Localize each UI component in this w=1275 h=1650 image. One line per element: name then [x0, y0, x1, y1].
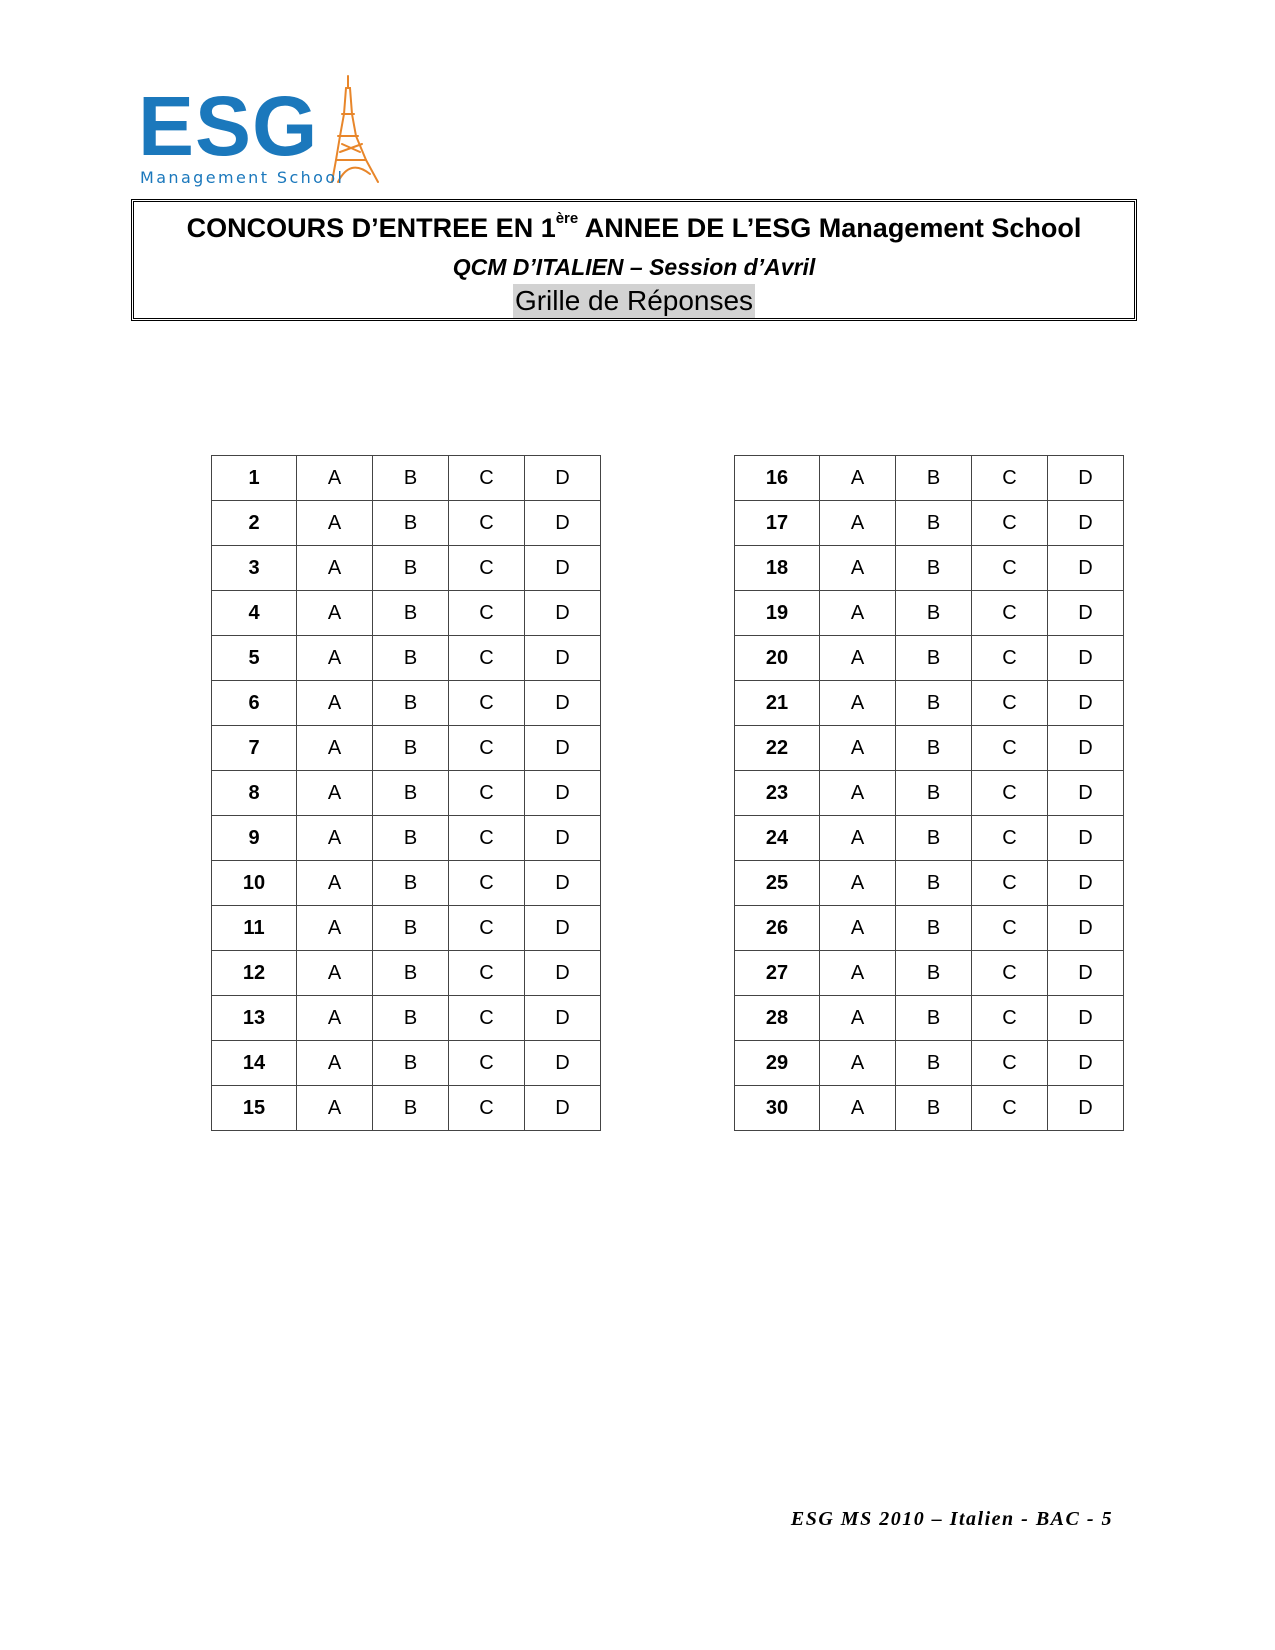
- question-number: 26: [735, 906, 820, 951]
- table-row: [735, 546, 1124, 591]
- answer-option-c[interactable]: C: [972, 591, 1048, 636]
- table-row: [212, 456, 601, 501]
- answer-option-a[interactable]: A: [297, 951, 373, 996]
- title-part-2: ANNEE DE L’ESG Management School: [578, 213, 1082, 243]
- answer-option-a[interactable]: A: [297, 996, 373, 1041]
- question-number: 25: [735, 861, 820, 906]
- table-row: [212, 861, 601, 906]
- answer-option-c[interactable]: C: [449, 681, 525, 726]
- table-row: [212, 501, 601, 546]
- answer-option-c[interactable]: C: [972, 501, 1048, 546]
- answer-option-d[interactable]: D: [1048, 1041, 1124, 1086]
- table-row: [735, 861, 1124, 906]
- answer-option-c[interactable]: C: [449, 546, 525, 591]
- answer-option-b[interactable]: B: [373, 636, 449, 681]
- answer-option-c[interactable]: C: [972, 726, 1048, 771]
- question-number: 12: [212, 951, 297, 996]
- answer-option-d[interactable]: D: [525, 1086, 601, 1131]
- question-number: 1: [212, 456, 297, 501]
- question-number: 20: [735, 636, 820, 681]
- page-footer: ESG MS 2010 – Italien - BAC - 5: [790, 1508, 1113, 1530]
- answer-option-b[interactable]: B: [896, 636, 972, 681]
- table-row: [212, 951, 601, 996]
- table-row: [735, 996, 1124, 1041]
- answer-option-d[interactable]: D: [525, 816, 601, 861]
- answer-option-c[interactable]: C: [972, 951, 1048, 996]
- answer-option-d[interactable]: D: [1048, 996, 1124, 1041]
- answer-option-c[interactable]: C: [972, 681, 1048, 726]
- answer-option-c[interactable]: C: [449, 636, 525, 681]
- table-row: [212, 591, 601, 636]
- table-row: [212, 1086, 601, 1131]
- answer-option-a[interactable]: A: [820, 951, 896, 996]
- table-row: [735, 726, 1124, 771]
- answer-option-d[interactable]: D: [1048, 771, 1124, 816]
- answer-option-d[interactable]: D: [525, 996, 601, 1041]
- question-number: 30: [735, 1086, 820, 1131]
- answer-option-b[interactable]: B: [896, 456, 972, 501]
- answer-option-d[interactable]: D: [1048, 861, 1124, 906]
- question-number: 16: [735, 456, 820, 501]
- answer-option-b[interactable]: B: [896, 951, 972, 996]
- answer-option-d[interactable]: D: [1048, 726, 1124, 771]
- answer-option-a[interactable]: A: [297, 1086, 373, 1131]
- answer-option-d[interactable]: D: [525, 546, 601, 591]
- answer-option-c[interactable]: C: [972, 456, 1048, 501]
- answer-option-a[interactable]: A: [820, 1041, 896, 1086]
- question-number: 5: [212, 636, 297, 681]
- answer-option-b[interactable]: B: [373, 591, 449, 636]
- logo-letters: ESG: [138, 79, 319, 173]
- question-number: 17: [735, 501, 820, 546]
- question-number: 13: [212, 996, 297, 1041]
- answer-option-a[interactable]: A: [820, 771, 896, 816]
- table-row: [212, 726, 601, 771]
- answer-option-a[interactable]: A: [297, 906, 373, 951]
- table-row: [735, 456, 1124, 501]
- question-number: 22: [735, 726, 820, 771]
- answer-option-c[interactable]: C: [972, 816, 1048, 861]
- logo-subtitle: Management School: [140, 168, 345, 187]
- table-row: [212, 996, 601, 1041]
- answer-option-a[interactable]: A: [820, 1086, 896, 1131]
- answer-option-c[interactable]: C: [972, 636, 1048, 681]
- answer-option-c[interactable]: C: [449, 861, 525, 906]
- answer-option-d[interactable]: D: [1048, 546, 1124, 591]
- answer-option-c[interactable]: C: [449, 456, 525, 501]
- answer-option-a[interactable]: A: [297, 456, 373, 501]
- question-number: 18: [735, 546, 820, 591]
- answer-option-b[interactable]: B: [896, 861, 972, 906]
- answer-option-d[interactable]: D: [1048, 591, 1124, 636]
- question-number: 11: [212, 906, 297, 951]
- answer-option-d[interactable]: D: [525, 1041, 601, 1086]
- answer-option-d[interactable]: D: [1048, 816, 1124, 861]
- table-row: [212, 546, 601, 591]
- answer-option-c[interactable]: C: [449, 1086, 525, 1131]
- answer-option-a[interactable]: A: [297, 636, 373, 681]
- table-row: [212, 1041, 601, 1086]
- answer-option-a[interactable]: A: [820, 636, 896, 681]
- answer-option-d[interactable]: D: [1048, 501, 1124, 546]
- answer-option-a[interactable]: A: [297, 726, 373, 771]
- answer-option-c[interactable]: C: [972, 546, 1048, 591]
- answer-option-d[interactable]: D: [525, 591, 601, 636]
- question-number: 8: [212, 771, 297, 816]
- answer-option-b[interactable]: B: [373, 546, 449, 591]
- answer-option-c[interactable]: C: [449, 501, 525, 546]
- table-row: [735, 951, 1124, 996]
- answer-option-a[interactable]: A: [820, 681, 896, 726]
- question-number: 14: [212, 1041, 297, 1086]
- answer-option-b[interactable]: B: [373, 906, 449, 951]
- question-number: 6: [212, 681, 297, 726]
- answer-option-d[interactable]: D: [1048, 636, 1124, 681]
- table-row: [735, 591, 1124, 636]
- answer-option-b[interactable]: B: [373, 996, 449, 1041]
- answer-option-c[interactable]: C: [449, 816, 525, 861]
- answer-option-b[interactable]: B: [373, 861, 449, 906]
- answer-option-d[interactable]: D: [1048, 1086, 1124, 1131]
- answer-table-left: [211, 455, 601, 1131]
- answer-option-b[interactable]: B: [373, 681, 449, 726]
- answer-option-a[interactable]: A: [820, 906, 896, 951]
- answer-option-a[interactable]: A: [297, 1041, 373, 1086]
- title-superscript: ère: [555, 210, 579, 227]
- question-number: 23: [735, 771, 820, 816]
- page-title: [134, 210, 1134, 244]
- answer-option-c[interactable]: C: [449, 591, 525, 636]
- answer-option-b[interactable]: B: [896, 681, 972, 726]
- answer-option-a[interactable]: A: [297, 681, 373, 726]
- page-subtitle: QCM D’ITALIEN – Session d’Avril: [452, 254, 816, 280]
- table-row: [735, 906, 1124, 951]
- question-number: 2: [212, 501, 297, 546]
- question-number: 3: [212, 546, 297, 591]
- answer-option-d[interactable]: D: [525, 726, 601, 771]
- table-row: [735, 771, 1124, 816]
- answer-option-a[interactable]: A: [297, 771, 373, 816]
- answer-option-a[interactable]: A: [820, 546, 896, 591]
- answer-option-a[interactable]: A: [297, 501, 373, 546]
- answer-option-c[interactable]: C: [972, 861, 1048, 906]
- table-row: [212, 906, 601, 951]
- esg-logo: [138, 74, 398, 194]
- answer-option-c[interactable]: C: [449, 996, 525, 1041]
- question-number: 28: [735, 996, 820, 1041]
- answer-option-b[interactable]: B: [896, 771, 972, 816]
- answer-option-d[interactable]: D: [525, 951, 601, 996]
- answer-option-b[interactable]: B: [896, 501, 972, 546]
- answer-option-d[interactable]: D: [525, 861, 601, 906]
- answer-option-d[interactable]: D: [525, 906, 601, 951]
- answer-option-a[interactable]: A: [820, 726, 896, 771]
- answer-option-b[interactable]: B: [896, 1041, 972, 1086]
- answer-option-a[interactable]: A: [297, 861, 373, 906]
- table-row: [212, 771, 601, 816]
- answer-option-b[interactable]: B: [373, 726, 449, 771]
- question-number: 9: [212, 816, 297, 861]
- answer-option-b[interactable]: B: [373, 951, 449, 996]
- answer-option-b[interactable]: B: [373, 1041, 449, 1086]
- answer-option-c[interactable]: C: [449, 771, 525, 816]
- answer-option-d[interactable]: D: [1048, 951, 1124, 996]
- answer-option-c[interactable]: C: [449, 951, 525, 996]
- answer-option-a[interactable]: A: [297, 816, 373, 861]
- question-number: 24: [735, 816, 820, 861]
- answer-option-b[interactable]: B: [896, 906, 972, 951]
- header-box: [131, 199, 1137, 321]
- answer-option-d[interactable]: D: [525, 501, 601, 546]
- answer-option-b[interactable]: B: [896, 816, 972, 861]
- table-row: [735, 816, 1124, 861]
- answer-option-c[interactable]: C: [449, 1041, 525, 1086]
- answer-option-a[interactable]: A: [820, 996, 896, 1041]
- grid-title: Grille de Réponses: [514, 285, 754, 316]
- table-row: [735, 636, 1124, 681]
- answer-option-b[interactable]: B: [373, 771, 449, 816]
- answer-option-d[interactable]: D: [1048, 906, 1124, 951]
- answer-option-d[interactable]: D: [525, 771, 601, 816]
- answer-option-a[interactable]: A: [820, 591, 896, 636]
- answer-option-d[interactable]: D: [525, 636, 601, 681]
- table-row: [212, 681, 601, 726]
- answer-option-b[interactable]: B: [896, 1086, 972, 1131]
- answer-option-b[interactable]: B: [896, 726, 972, 771]
- table-row: [212, 636, 601, 681]
- answer-option-b[interactable]: B: [373, 456, 449, 501]
- answer-option-a[interactable]: A: [820, 456, 896, 501]
- answer-option-a[interactable]: A: [820, 501, 896, 546]
- question-number: 19: [735, 591, 820, 636]
- answer-option-b[interactable]: B: [896, 996, 972, 1041]
- answer-option-d[interactable]: D: [525, 681, 601, 726]
- answer-option-a[interactable]: A: [297, 591, 373, 636]
- answer-option-a[interactable]: A: [820, 861, 896, 906]
- question-number: 27: [735, 951, 820, 996]
- table-row: [212, 816, 601, 861]
- question-number: 4: [212, 591, 297, 636]
- answer-option-c[interactable]: C: [449, 726, 525, 771]
- answer-option-d[interactable]: D: [1048, 456, 1124, 501]
- answer-option-b[interactable]: B: [896, 591, 972, 636]
- answer-option-d[interactable]: D: [1048, 681, 1124, 726]
- question-number: 29: [735, 1041, 820, 1086]
- answer-option-b[interactable]: B: [373, 816, 449, 861]
- answer-option-b[interactable]: B: [896, 546, 972, 591]
- table-row: [735, 681, 1124, 726]
- question-number: 7: [212, 726, 297, 771]
- answer-option-a[interactable]: A: [820, 816, 896, 861]
- answer-option-c[interactable]: C: [972, 1041, 1048, 1086]
- title-part-1: CONCOURS D’ENTREE EN 1: [186, 213, 556, 243]
- answer-option-c[interactable]: C: [972, 1086, 1048, 1131]
- answer-option-d[interactable]: D: [525, 456, 601, 501]
- question-number: 10: [212, 861, 297, 906]
- answer-table-right: [734, 455, 1124, 1131]
- table-row: [735, 1086, 1124, 1131]
- question-number: 21: [735, 681, 820, 726]
- table-row: [735, 501, 1124, 546]
- answer-option-b[interactable]: B: [373, 501, 449, 546]
- question-number: 15: [212, 1086, 297, 1131]
- answer-option-c[interactable]: C: [972, 996, 1048, 1041]
- table-row: [735, 1041, 1124, 1086]
- answer-option-c[interactable]: C: [449, 906, 525, 951]
- answer-option-a[interactable]: A: [297, 546, 373, 591]
- answer-option-b[interactable]: B: [373, 1086, 449, 1131]
- answer-option-c[interactable]: C: [972, 771, 1048, 816]
- answer-option-c[interactable]: C: [972, 906, 1048, 951]
